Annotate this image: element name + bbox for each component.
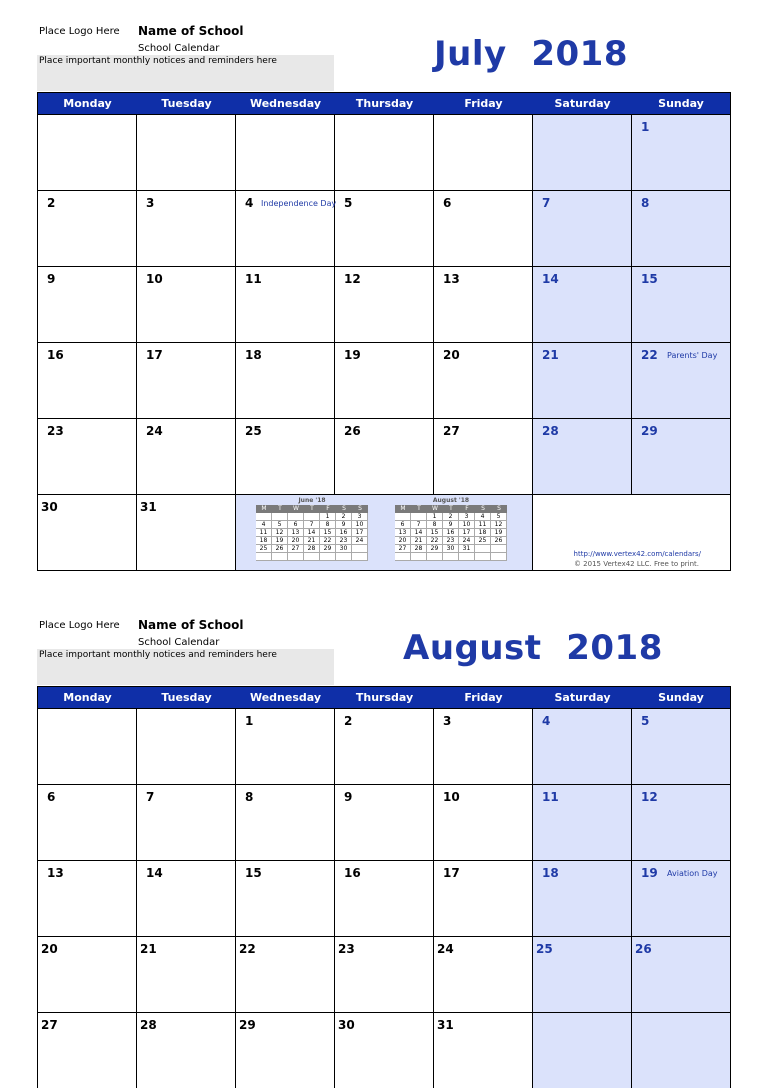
mini-day: 2 bbox=[336, 513, 352, 521]
mini-day bbox=[288, 553, 304, 561]
copyright-text: © 2015 Vertex42 LLC. Free to print. bbox=[573, 560, 699, 568]
week-row bbox=[38, 1012, 730, 1088]
day-cell-weekend[interactable] bbox=[632, 267, 730, 342]
day-cell[interactable] bbox=[335, 937, 434, 1012]
day-cell[interactable] bbox=[38, 419, 137, 494]
day-number: 28 bbox=[140, 1018, 157, 1032]
day-number: 7 bbox=[146, 790, 155, 804]
week-row bbox=[38, 936, 730, 1012]
mini-day: 26 bbox=[272, 545, 288, 553]
mini-day: 17 bbox=[352, 529, 368, 537]
day-number: 27 bbox=[443, 424, 460, 438]
mini-day: 10 bbox=[352, 521, 368, 529]
day-cell[interactable] bbox=[236, 861, 335, 936]
day-cell[interactable] bbox=[137, 861, 236, 936]
day-cell[interactable] bbox=[434, 191, 533, 266]
mini-head: M bbox=[400, 505, 406, 512]
day-cell[interactable] bbox=[335, 191, 434, 266]
day-cell[interactable] bbox=[38, 115, 137, 190]
day-cell[interactable] bbox=[137, 937, 236, 1012]
day-number: 13 bbox=[443, 272, 460, 286]
mini-day: 7 bbox=[411, 521, 427, 529]
school-calendar-label: School Calendar bbox=[138, 43, 220, 54]
mini-day: 3 bbox=[352, 513, 368, 521]
day-cell[interactable] bbox=[335, 343, 434, 418]
mini-calendar-june bbox=[256, 497, 368, 561]
day-number: 21 bbox=[140, 942, 157, 956]
week-row bbox=[38, 114, 730, 190]
day-number: 18 bbox=[542, 866, 559, 880]
day-number: 25 bbox=[536, 942, 553, 956]
day-number: 21 bbox=[542, 348, 559, 362]
day-number: 1 bbox=[245, 714, 254, 728]
day-number: 11 bbox=[245, 272, 262, 286]
weekday-thursday: Thursday bbox=[355, 97, 414, 110]
mini-day: 11 bbox=[475, 521, 491, 529]
day-cell[interactable] bbox=[38, 709, 137, 784]
mini-day bbox=[352, 545, 368, 553]
mini-day bbox=[427, 553, 443, 561]
weekday-thursday: Thursday bbox=[355, 691, 414, 704]
day-number: 30 bbox=[338, 1018, 355, 1032]
weekday-monday: Monday bbox=[63, 97, 112, 110]
mini-day: 13 bbox=[288, 529, 304, 537]
week-row bbox=[38, 860, 730, 936]
day-cell-weekend[interactable] bbox=[632, 709, 730, 784]
day-number: 20 bbox=[41, 942, 58, 956]
school-calendar-label: School Calendar bbox=[138, 637, 220, 648]
mini-head: S bbox=[358, 505, 362, 512]
mini-header bbox=[395, 505, 507, 513]
day-number: 2 bbox=[344, 714, 353, 728]
weekday-sunday: Sunday bbox=[658, 691, 704, 704]
day-number: 14 bbox=[146, 866, 163, 880]
mini-day: 1 bbox=[320, 513, 336, 521]
mini-row bbox=[256, 513, 368, 521]
notice-text: Place important monthly notices and reminders here bbox=[39, 56, 277, 66]
notice-box bbox=[37, 649, 334, 685]
day-number: 14 bbox=[542, 272, 559, 286]
mini-row bbox=[395, 553, 507, 561]
day-number: 18 bbox=[245, 348, 262, 362]
day-number: 6 bbox=[443, 196, 452, 210]
mini-day: 18 bbox=[256, 537, 272, 545]
weekday-sunday: Sunday bbox=[658, 97, 704, 110]
mini-day bbox=[304, 553, 320, 561]
mini-day: 11 bbox=[256, 529, 272, 537]
day-cell[interactable] bbox=[137, 495, 236, 570]
week-row-last bbox=[38, 494, 730, 570]
mini-row bbox=[256, 537, 368, 545]
mini-head: M bbox=[261, 505, 267, 512]
day-cell-weekend[interactable] bbox=[533, 115, 632, 190]
mini-day bbox=[443, 553, 459, 561]
day-number: 2 bbox=[47, 196, 56, 210]
day-cell[interactable] bbox=[137, 785, 236, 860]
weekday-wednesday: Wednesday bbox=[249, 691, 322, 704]
mini-calendars bbox=[236, 495, 533, 570]
event-independence-day: Independence Day bbox=[261, 199, 337, 208]
weekday-friday: Friday bbox=[464, 97, 503, 110]
day-cell-weekend[interactable] bbox=[632, 861, 730, 936]
mini-head: S bbox=[497, 505, 501, 512]
notice-box bbox=[37, 55, 334, 91]
logo-placeholder: Place Logo Here bbox=[39, 26, 120, 37]
mini-day bbox=[352, 553, 368, 561]
day-cell[interactable] bbox=[137, 343, 236, 418]
mini-day: 30 bbox=[336, 545, 352, 553]
day-number: 22 bbox=[239, 942, 256, 956]
mini-header bbox=[256, 505, 368, 513]
day-number: 25 bbox=[245, 424, 262, 438]
mini-head: F bbox=[465, 505, 469, 512]
day-cell[interactable] bbox=[38, 343, 137, 418]
mini-day: 24 bbox=[459, 537, 475, 545]
mini-head: T bbox=[310, 505, 314, 512]
day-number: 17 bbox=[443, 866, 460, 880]
mini-head: S bbox=[481, 505, 485, 512]
day-number: 4 bbox=[542, 714, 551, 728]
week-row bbox=[38, 784, 730, 860]
mini-day bbox=[256, 513, 272, 521]
mini-day: 1 bbox=[427, 513, 443, 521]
day-number: 30 bbox=[41, 500, 58, 514]
day-number: 23 bbox=[338, 942, 355, 956]
day-cell[interactable] bbox=[236, 267, 335, 342]
mini-day bbox=[272, 513, 288, 521]
calendar-grid-august bbox=[37, 686, 731, 1088]
mini-day: 4 bbox=[475, 513, 491, 521]
mini-head: T bbox=[278, 505, 282, 512]
day-number: 8 bbox=[641, 196, 650, 210]
mini-day: 25 bbox=[256, 545, 272, 553]
day-cell[interactable] bbox=[236, 419, 335, 494]
august-page bbox=[0, 594, 768, 1032]
mini-row bbox=[395, 529, 507, 537]
mini-day: 10 bbox=[459, 521, 475, 529]
day-number: 19 bbox=[344, 348, 361, 362]
day-cell[interactable] bbox=[137, 709, 236, 784]
week-row bbox=[38, 266, 730, 342]
notice-text: Place important monthly notices and reminders here bbox=[39, 650, 277, 660]
day-cell[interactable] bbox=[335, 419, 434, 494]
mini-row bbox=[256, 545, 368, 553]
mini-day: 27 bbox=[395, 545, 411, 553]
mini-day: 30 bbox=[443, 545, 459, 553]
mini-row bbox=[256, 521, 368, 529]
mini-day: 12 bbox=[491, 521, 507, 529]
mini-day bbox=[395, 513, 411, 521]
mini-day: 15 bbox=[320, 529, 336, 537]
mini-day: 18 bbox=[475, 529, 491, 537]
day-number: 6 bbox=[47, 790, 56, 804]
day-number: 29 bbox=[239, 1018, 256, 1032]
mini-title: August '18 bbox=[432, 497, 470, 504]
day-cell[interactable] bbox=[137, 1013, 236, 1088]
mini-head: T bbox=[449, 505, 453, 512]
day-number: 27 bbox=[41, 1018, 58, 1032]
day-cell[interactable] bbox=[434, 267, 533, 342]
mini-day: 4 bbox=[256, 521, 272, 529]
mini-day: 21 bbox=[411, 537, 427, 545]
mini-title: June '18 bbox=[298, 497, 326, 504]
weekday-saturday: Saturday bbox=[554, 691, 611, 704]
mini-day: 17 bbox=[459, 529, 475, 537]
day-cell-weekend[interactable] bbox=[632, 937, 730, 1012]
mini-day bbox=[475, 545, 491, 553]
week-row bbox=[38, 190, 730, 266]
day-cell[interactable] bbox=[236, 343, 335, 418]
day-number: 8 bbox=[245, 790, 254, 804]
mini-day bbox=[411, 553, 427, 561]
mini-day: 16 bbox=[443, 529, 459, 537]
mini-day: 29 bbox=[427, 545, 443, 553]
mini-day: 3 bbox=[459, 513, 475, 521]
mini-row bbox=[395, 537, 507, 545]
day-number: 7 bbox=[542, 196, 551, 210]
day-number: 16 bbox=[47, 348, 64, 362]
day-cell[interactable] bbox=[38, 785, 137, 860]
event-aviation-day: Aviation Day bbox=[667, 869, 718, 878]
day-number: 5 bbox=[344, 196, 353, 210]
day-number: 24 bbox=[146, 424, 163, 438]
day-cell[interactable] bbox=[236, 785, 335, 860]
day-cell-weekend[interactable] bbox=[533, 419, 632, 494]
mini-day: 28 bbox=[411, 545, 427, 553]
mini-day bbox=[491, 545, 507, 553]
mini-day bbox=[256, 553, 272, 561]
mini-day: 23 bbox=[443, 537, 459, 545]
day-number: 10 bbox=[443, 790, 460, 804]
mini-day bbox=[395, 553, 411, 561]
day-cell-weekend[interactable] bbox=[533, 1013, 632, 1088]
day-cell-weekend[interactable] bbox=[632, 343, 730, 418]
event-parents-day: Parents' Day bbox=[667, 351, 718, 360]
mini-day: 6 bbox=[395, 521, 411, 529]
day-number: 9 bbox=[344, 790, 353, 804]
day-cell[interactable] bbox=[137, 267, 236, 342]
day-number: 22 bbox=[641, 348, 658, 362]
day-cell-weekend[interactable] bbox=[632, 419, 730, 494]
day-number: 3 bbox=[146, 196, 155, 210]
mini-row bbox=[395, 513, 507, 521]
day-cell[interactable] bbox=[434, 1013, 533, 1088]
mini-day: 21 bbox=[304, 537, 320, 545]
day-number: 31 bbox=[140, 500, 157, 514]
mini-day: 5 bbox=[491, 513, 507, 521]
day-cell[interactable] bbox=[434, 937, 533, 1012]
day-cell[interactable] bbox=[38, 495, 137, 570]
day-cell-weekend[interactable] bbox=[632, 785, 730, 860]
mini-day: 28 bbox=[304, 545, 320, 553]
mini-day bbox=[320, 553, 336, 561]
mini-day: 26 bbox=[491, 537, 507, 545]
day-number: 29 bbox=[641, 424, 658, 438]
day-number: 10 bbox=[146, 272, 163, 286]
day-cell[interactable] bbox=[38, 861, 137, 936]
day-cell[interactable] bbox=[335, 861, 434, 936]
mini-day: 15 bbox=[427, 529, 443, 537]
weekday-wednesday: Wednesday bbox=[249, 97, 322, 110]
mini-day bbox=[336, 553, 352, 561]
day-number: 26 bbox=[344, 424, 361, 438]
weekday-friday: Friday bbox=[464, 691, 503, 704]
day-cell[interactable] bbox=[434, 343, 533, 418]
day-cell[interactable] bbox=[236, 1013, 335, 1088]
mini-day: 20 bbox=[288, 537, 304, 545]
month-title-august: August 2018 bbox=[403, 628, 663, 668]
mini-day: 6 bbox=[288, 521, 304, 529]
day-number: 11 bbox=[542, 790, 559, 804]
day-number: 4 bbox=[245, 196, 254, 210]
day-cell[interactable] bbox=[335, 115, 434, 190]
day-number: 28 bbox=[542, 424, 559, 438]
mini-day: 25 bbox=[475, 537, 491, 545]
mini-day: 12 bbox=[272, 529, 288, 537]
day-cell[interactable] bbox=[434, 709, 533, 784]
weekday-saturday: Saturday bbox=[554, 97, 611, 110]
day-number: 12 bbox=[641, 790, 658, 804]
day-number: 9 bbox=[47, 272, 56, 286]
day-cell[interactable] bbox=[137, 191, 236, 266]
day-number: 3 bbox=[443, 714, 452, 728]
school-name: Name of School bbox=[138, 618, 244, 632]
mini-day: 29 bbox=[320, 545, 336, 553]
mini-head: W bbox=[432, 505, 438, 512]
day-cell[interactable] bbox=[434, 861, 533, 936]
day-number: 16 bbox=[344, 866, 361, 880]
day-number: 17 bbox=[146, 348, 163, 362]
mini-day bbox=[411, 513, 427, 521]
day-number: 15 bbox=[245, 866, 262, 880]
mini-day: 14 bbox=[411, 529, 427, 537]
mini-day: 22 bbox=[320, 537, 336, 545]
mini-calendar-august bbox=[395, 497, 507, 561]
day-number: 12 bbox=[344, 272, 361, 286]
day-number: 31 bbox=[437, 1018, 454, 1032]
week-row bbox=[38, 708, 730, 784]
day-cell-weekend[interactable] bbox=[632, 191, 730, 266]
day-number: 20 bbox=[443, 348, 460, 362]
day-cell[interactable] bbox=[38, 937, 137, 1012]
day-cell[interactable] bbox=[434, 115, 533, 190]
mini-day: 27 bbox=[288, 545, 304, 553]
mini-day: 20 bbox=[395, 537, 411, 545]
mini-day: 23 bbox=[336, 537, 352, 545]
day-number: 19 bbox=[641, 866, 658, 880]
mini-day bbox=[288, 513, 304, 521]
mini-day: 13 bbox=[395, 529, 411, 537]
day-number: 15 bbox=[641, 272, 658, 286]
mini-row bbox=[256, 553, 368, 561]
day-cell-weekend[interactable] bbox=[533, 709, 632, 784]
weekday-tuesday: Tuesday bbox=[161, 691, 212, 704]
day-cell[interactable] bbox=[38, 1013, 137, 1088]
mini-row bbox=[395, 545, 507, 553]
day-cell[interactable] bbox=[38, 267, 137, 342]
mini-day: 5 bbox=[272, 521, 288, 529]
vertex42-link[interactable]: http://www.vertex42.com/calendars/ bbox=[573, 550, 701, 558]
footer-cell bbox=[533, 495, 729, 570]
day-cell[interactable] bbox=[137, 115, 236, 190]
mini-head: S bbox=[342, 505, 346, 512]
mini-day: 8 bbox=[320, 521, 336, 529]
mini-day: 19 bbox=[491, 529, 507, 537]
day-number: 1 bbox=[641, 120, 650, 134]
mini-day: 31 bbox=[459, 545, 475, 553]
mini-day bbox=[459, 553, 475, 561]
day-cell[interactable] bbox=[236, 937, 335, 1012]
week-row bbox=[38, 418, 730, 494]
day-number: 13 bbox=[47, 866, 64, 880]
school-name: Name of School bbox=[138, 24, 244, 38]
logo-placeholder: Place Logo Here bbox=[39, 620, 120, 631]
mini-day: 16 bbox=[336, 529, 352, 537]
day-cell-weekend[interactable] bbox=[533, 785, 632, 860]
mini-day bbox=[272, 553, 288, 561]
weekday-monday: Monday bbox=[63, 691, 112, 704]
day-cell[interactable] bbox=[236, 709, 335, 784]
weekday-header bbox=[38, 687, 730, 708]
day-cell-weekend[interactable] bbox=[533, 937, 632, 1012]
calendar-grid-july bbox=[37, 92, 731, 571]
weekday-tuesday: Tuesday bbox=[161, 97, 212, 110]
mini-head: T bbox=[417, 505, 421, 512]
mini-day: 19 bbox=[272, 537, 288, 545]
day-cell-weekend[interactable] bbox=[533, 861, 632, 936]
day-cell[interactable] bbox=[137, 419, 236, 494]
mini-day: 24 bbox=[352, 537, 368, 545]
mini-day bbox=[304, 513, 320, 521]
mini-day bbox=[475, 553, 491, 561]
day-cell[interactable] bbox=[236, 191, 335, 266]
month-title-july: July 2018 bbox=[434, 34, 628, 74]
mini-row bbox=[256, 529, 368, 537]
week-row bbox=[38, 342, 730, 418]
mini-day: 8 bbox=[427, 521, 443, 529]
day-cell[interactable] bbox=[38, 191, 137, 266]
mini-day: 9 bbox=[443, 521, 459, 529]
day-cell-weekend[interactable] bbox=[533, 191, 632, 266]
day-cell-weekend[interactable] bbox=[533, 343, 632, 418]
day-number: 24 bbox=[437, 942, 454, 956]
mini-head: F bbox=[326, 505, 330, 512]
day-cell[interactable] bbox=[434, 785, 533, 860]
mini-day bbox=[491, 553, 507, 561]
day-number: 23 bbox=[47, 424, 64, 438]
day-cell-weekend[interactable] bbox=[533, 267, 632, 342]
day-cell[interactable] bbox=[434, 419, 533, 494]
mini-day: 22 bbox=[427, 537, 443, 545]
mini-day: 14 bbox=[304, 529, 320, 537]
day-cell-weekend[interactable] bbox=[632, 1013, 730, 1088]
day-cell[interactable] bbox=[335, 267, 434, 342]
day-cell[interactable] bbox=[236, 115, 335, 190]
mini-row bbox=[395, 521, 507, 529]
mini-day: 7 bbox=[304, 521, 320, 529]
mini-head: W bbox=[293, 505, 299, 512]
day-cell[interactable] bbox=[335, 709, 434, 784]
day-cell[interactable] bbox=[335, 785, 434, 860]
mini-day: 2 bbox=[443, 513, 459, 521]
mini-day: 9 bbox=[336, 521, 352, 529]
day-cell[interactable] bbox=[335, 1013, 434, 1088]
day-number: 26 bbox=[635, 942, 652, 956]
day-number: 5 bbox=[641, 714, 650, 728]
weekday-header bbox=[38, 93, 730, 114]
day-cell-weekend[interactable] bbox=[632, 115, 730, 190]
